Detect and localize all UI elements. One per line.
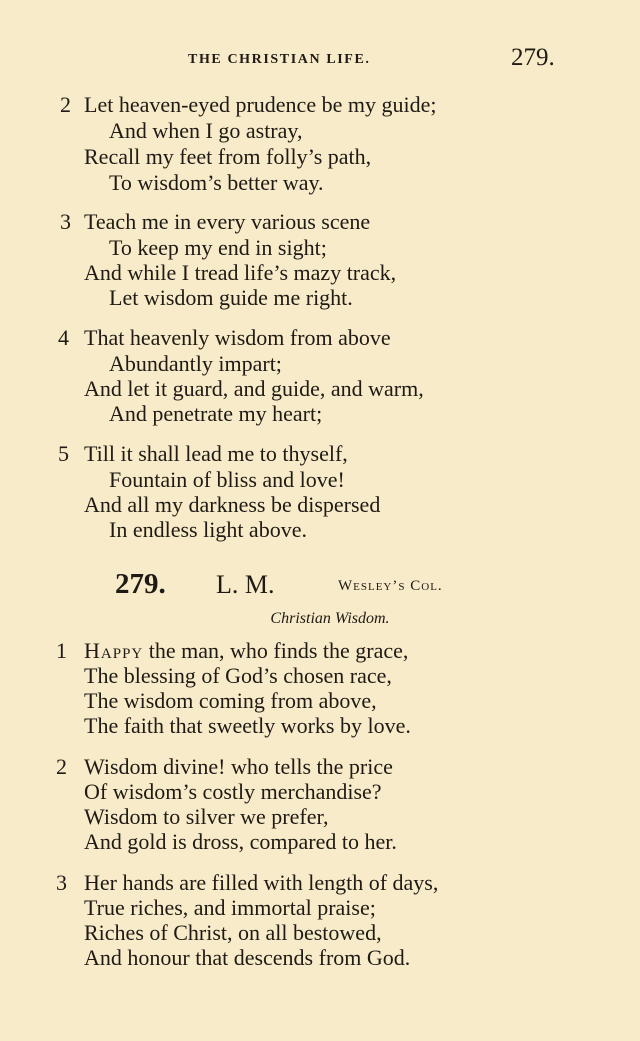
- running-head: [0, 44, 640, 74]
- verse-line: And when I go astray,: [109, 118, 303, 143]
- verse-line: The wisdom coming from above,: [84, 688, 377, 713]
- verse-line: Wisdom to silver we prefer,: [84, 804, 329, 829]
- verse-line: In endless light above.: [109, 517, 307, 542]
- stanza-number: 1: [56, 638, 67, 663]
- hymn-header: [0, 568, 640, 604]
- stanza-number: 2: [56, 754, 67, 779]
- verse-line: Fountain of bliss and love!: [109, 467, 345, 492]
- hymn-subtitle: Christian Wisdom.: [270, 610, 390, 627]
- running-title: THE CHRISTIAN LIFE.: [188, 52, 371, 67]
- verse-line: And while I tread life’s mazy track,: [84, 260, 397, 285]
- verse-line: And all my darkness be dispersed: [84, 492, 381, 517]
- stanza-number: 3: [60, 209, 71, 234]
- verse-line: Her hands are filled with length of days,: [84, 870, 439, 895]
- verse-line: Till it shall lead me to thyself,: [84, 441, 348, 466]
- verse-line: Abundantly impart;: [109, 351, 282, 376]
- verse-line: And honour that descends from God.: [84, 945, 411, 970]
- page-number: 279.: [511, 44, 555, 71]
- first-word: Happy: [84, 638, 144, 663]
- verse-line: Let wisdom guide me right.: [109, 285, 353, 310]
- verse-line: Riches of Christ, on all bestowed,: [84, 920, 382, 945]
- verse-line: The blessing of God’s chosen race,: [84, 663, 392, 688]
- verse-line: Teach me in every various scene: [84, 209, 371, 234]
- verse-line: And let it guard, and guide, and warm,: [84, 376, 424, 401]
- verse-line: Wisdom divine! who tells the price: [84, 754, 393, 779]
- hymn-meter: L. M.: [216, 570, 275, 599]
- verse-line: [84, 638, 408, 664]
- verse-line: To keep my end in sight;: [109, 235, 327, 260]
- verse-line: The faith that sweetly works by love.: [84, 713, 411, 738]
- verse-line: Let heaven-eyed prudence be my guide;: [84, 92, 437, 117]
- verse-line: Of wisdom’s costly merchandise?: [84, 779, 382, 804]
- verse-line: And gold is dross, compared to her.: [84, 829, 397, 854]
- first-line-rest: the man, who finds the grace,: [143, 638, 409, 663]
- stanza-number: 5: [58, 441, 69, 466]
- stanza-number: 3: [56, 870, 67, 895]
- stanza-number: 4: [58, 325, 69, 350]
- verse-line: To wisdom’s better way.: [109, 170, 324, 195]
- stanza-number: 2: [60, 92, 71, 117]
- verse-line: That heavenly wisdom from above: [84, 325, 391, 350]
- verse-line: Recall my feet from folly’s path,: [84, 144, 372, 169]
- verse-line: True riches, and immortal praise;: [84, 895, 376, 920]
- hymn-source: Wesley’s Col.: [338, 578, 443, 594]
- verse-line: And penetrate my heart;: [109, 401, 323, 426]
- hymn-number: 279.: [115, 568, 166, 600]
